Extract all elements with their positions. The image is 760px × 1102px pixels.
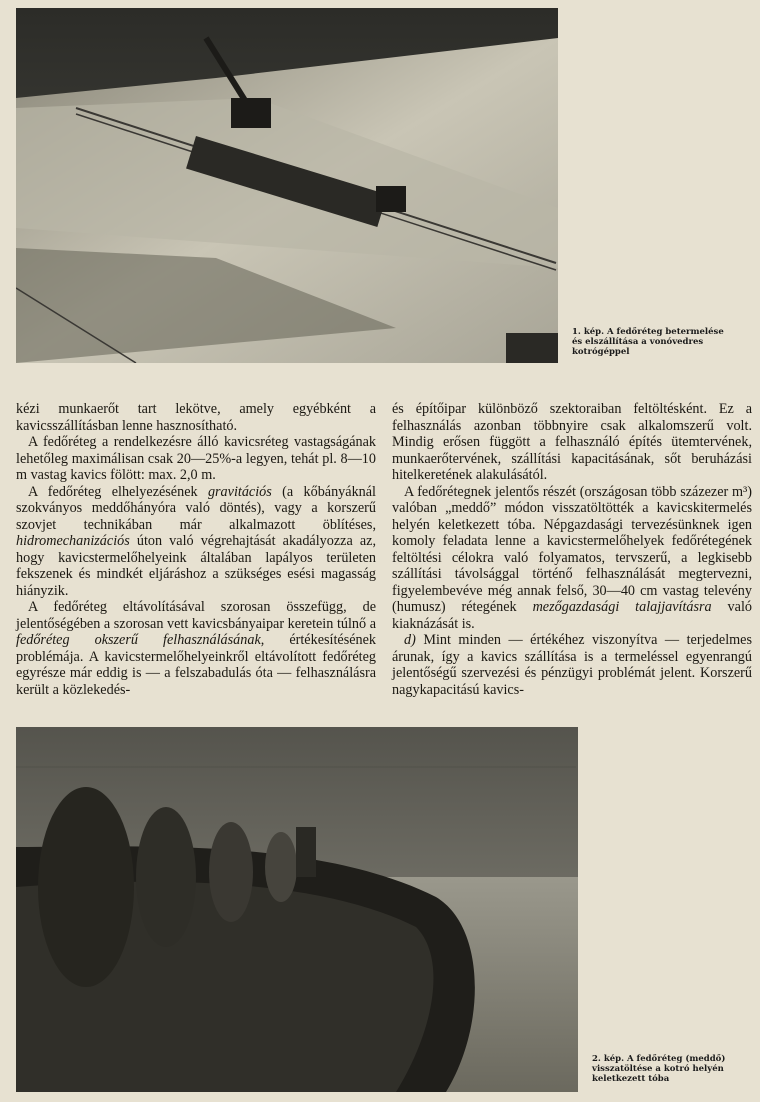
- dredger-water-photo-icon: [16, 727, 578, 1092]
- caption-line: kotrógéppel: [572, 347, 630, 357]
- paragraph: [392, 632, 752, 698]
- text-run: úton való végrehajtását akadályozza az, hogy kavicstermelőhelyeink általában lapályos területen fekszenek és mindkét eljáráshoz a szükséges esési magasság hiányzik.: [16, 533, 376, 599]
- italic-run: d): [404, 632, 416, 648]
- paragraph: és építőipar különböző szektoraiban feltöltésként. Ez a felhasználás azonban többnyire csak alkalomszerű volt. Mindig erősen függött a felhasználó építés ütemtervének, munkaerőtervének, szállítási kapacitásának, sőt beruházási hitelkeretének alakulásától.: [392, 401, 752, 483]
- caption-line: és elszállítása a vonóvedres: [572, 337, 704, 347]
- paragraph: [16, 599, 376, 698]
- excavator-train-photo-icon: [16, 8, 558, 363]
- text-run: A fedőréteg elhelyezésének: [28, 483, 208, 500]
- paragraph: [16, 484, 376, 600]
- right-column: [392, 401, 752, 698]
- photo1-caption: [572, 327, 758, 357]
- caption-line: 1. kép. A fedőréteg betermelése: [572, 327, 724, 337]
- paragraph: [392, 484, 752, 633]
- text-run: A fedőrétegnek jelentős részét (országosan több százezer m³) valóban „meddő” módon visszatöltötték a kavicskitermelés helyén keletkezett tóba. Népgazdasági tervezésünknek igen komoly feladata lenne a kavicstermelőhelyek fedőrétegének feltöltési célokra való folyamatos, tervszerű, a legkisebb szállítási távolsággal történő felhasználását megtervezni, figyelembevéve még annak felső, 30—40 cm vastag televény (humusz) rétegének: [392, 483, 752, 615]
- excavator-photo: [16, 8, 558, 363]
- paragraph: A fedőréteg a rendelkezésre álló kavicsréteg vastagságának lehetőleg maximálisan csak 20—25%-a legyen, tehát pl. 8—10 m vastag kavics fölött: max. 2,0 m.: [16, 434, 376, 483]
- dredger-photo: [16, 727, 578, 1092]
- paragraph: kézi munkaerőt tart lekötve, amely egyébként a kavicsszállításban lenne hasznosítható.: [16, 401, 376, 434]
- left-column: [16, 401, 376, 698]
- caption-line: keletkezett tóba: [592, 1074, 670, 1084]
- italic-run: hidromechanizációs: [16, 533, 130, 549]
- italic-run: mezőgazdasági talajjavításra: [532, 599, 712, 615]
- italic-run: fedőréteg okszerű felhasználásának: [16, 632, 261, 648]
- caption-line: 2. kép. A fedőréteg (meddő): [592, 1054, 726, 1064]
- text-run: A fedőréteg eltávolításával szorosan összefügg, de jelentőségében a szorosan vett kavicsbányaipar keretein túlnő a: [16, 599, 376, 632]
- photo2-caption: [592, 1054, 758, 1084]
- italic-run: gravitációs: [207, 483, 272, 500]
- text-run: (a kőbányáknál szokványos meddőhányóra való döntés), vagy a korszerű szovjet technikában már alkalmazott öblítéses,: [16, 483, 376, 533]
- caption-line: visszatöltése a kotró helyén: [592, 1064, 724, 1074]
- text-run: , értékesítésének problémája. A kavicstermelőhelyeinkről eltávolított fedőréteg egyrésze már eddig is — a felszabadulás óta — felhasználásra került a közlekedés-: [16, 632, 376, 698]
- text-run: Mint minden — értékéhez viszonyítva — terjedelmes árunak, így a kavics szállítása is a termeléssel egyenrangú jelentőségű szervezési és pénzügyi problémát jelent. Korszerű nagykapacitású kavics-: [392, 632, 752, 698]
- text-run: való kiaknázását is.: [392, 599, 752, 632]
